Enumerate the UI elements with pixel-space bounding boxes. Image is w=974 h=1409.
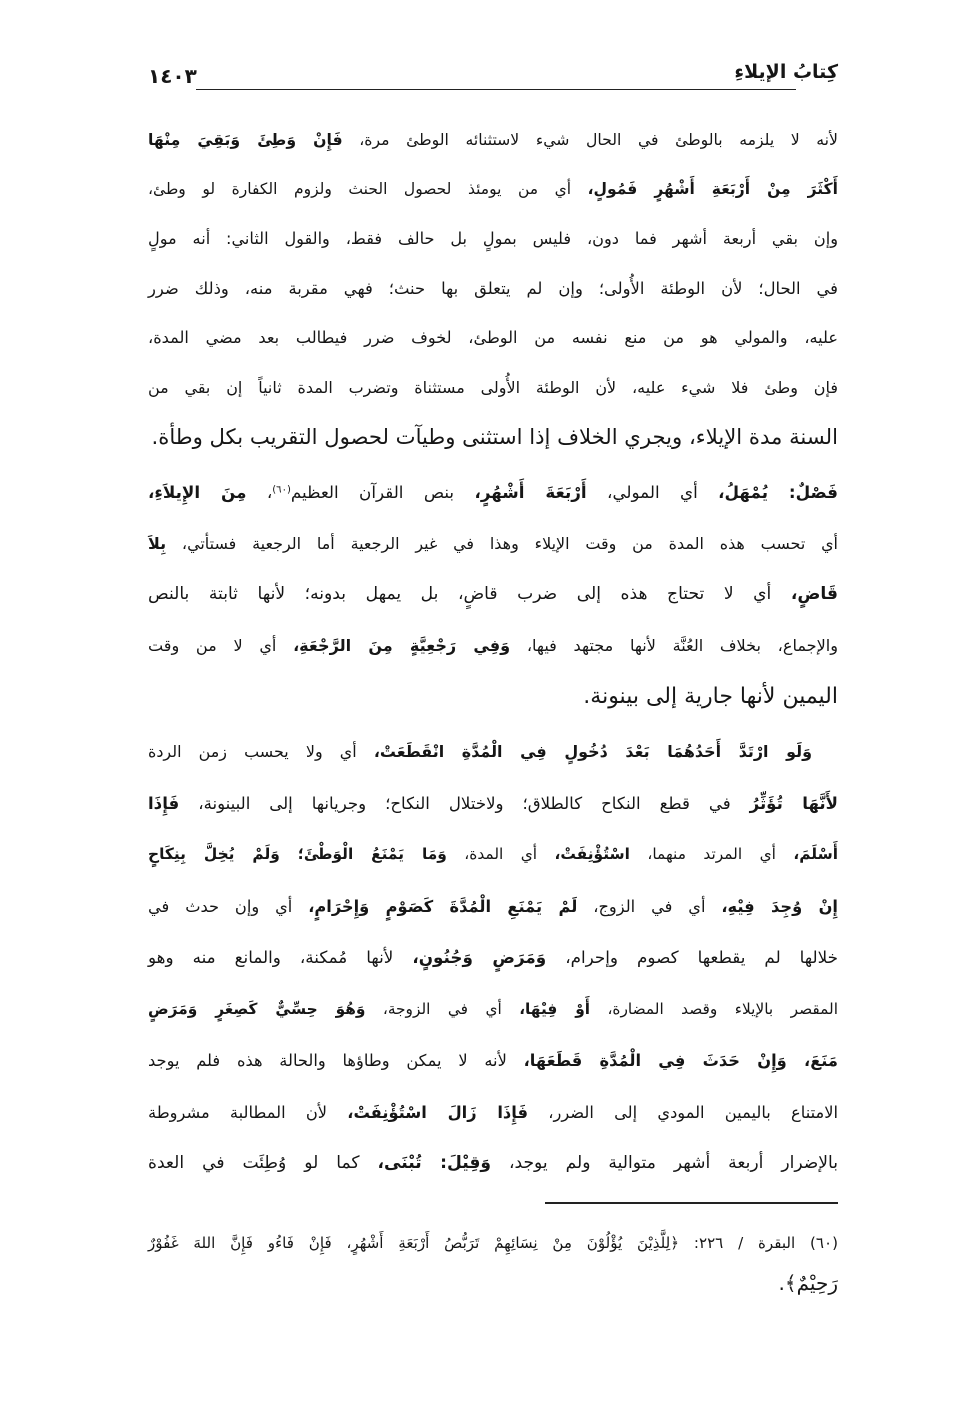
- line-content: [148, 378, 838, 397]
- line-content: [148, 180, 838, 198]
- line-content: [148, 584, 838, 604]
- commentary-text: (٦٠) البقرة / ٢٢٦: ﴿لِلَّذِيْنَ يُؤْلُوْنَ مِنْ نِسَائِهِمْ تَرَبُّصُ أَرْبَعَةِ أَشْهُرٍ، فَإِنْ فَاءُو فَإِنَّ اللهَ غَفُوْرٌ: [148, 1234, 838, 1252]
- commentary-text: والإجماع، بخلاف العُنَّة لأنها مجتهد فيها،: [510, 636, 838, 655]
- commentary-text: أي المولي،: [586, 482, 719, 502]
- footnote-separator: [545, 1202, 838, 1204]
- text-line: [148, 881, 838, 933]
- text-line: [148, 518, 838, 569]
- line-content: [148, 130, 838, 149]
- text-line: [148, 467, 838, 518]
- commentary-text: لأنه لا يمكن وطاؤها والحالة هذه فلم يوجد: [148, 1051, 524, 1070]
- body-paragraph: [148, 467, 838, 722]
- commentary-text: المقصر بالإيلاء وقصد المضارة،: [590, 999, 839, 1018]
- text-line: [148, 671, 838, 722]
- text-line: [148, 1263, 838, 1303]
- commentary-text: أي لا من وقت: [148, 636, 294, 655]
- commentary-text: أي المدة،: [446, 845, 555, 863]
- commentary-text: وإن بقي أربعة أشهر فما دون، فليس بمولٍ بل حالف فقط، والقول الثاني: أنه مولٍ: [148, 229, 838, 248]
- commentary-text: أي المرتد منهما،: [629, 845, 794, 863]
- line-content: [148, 1234, 838, 1252]
- matn-text: فَإِذَا: [148, 793, 180, 813]
- matn-text: وَمَا يَمْنَعُ الْوَطْئَ؛ وَلَمْ يُخِلَّ بِنِكَاحٍ: [148, 845, 447, 863]
- text-line: [148, 984, 838, 1036]
- commentary-text: أي في الزوج،: [577, 896, 722, 916]
- text-line: [148, 620, 838, 671]
- text-line: [148, 363, 838, 413]
- text-line: [148, 569, 838, 620]
- commentary-text: السنة مدة الإيلاء، ويجري الخلاف إذا استثنى وطيآت لحصول التقريب بكل وطأة.: [151, 424, 838, 449]
- line-content: [152, 424, 838, 449]
- text-line: [148, 726, 838, 778]
- footnote-marker: (٦٠): [272, 484, 291, 496]
- commentary-text: اليمين لأنها جارية إلى بينونة.: [583, 684, 838, 709]
- text-line: [148, 412, 838, 462]
- matn-text: أَرْبَعَةَ أَشْهُرٍ،: [474, 482, 587, 502]
- line-content: [583, 684, 838, 709]
- line-content: [148, 1000, 838, 1018]
- matn-text: إِنْ وُجِدَ فِيْهِ،: [721, 896, 838, 916]
- matn-text: أَوْ فِيْهَا،: [519, 999, 591, 1018]
- line-content: [148, 482, 838, 502]
- matn-text: مِنَ الإِيلاَءِ،: [148, 482, 247, 502]
- commentary-text: أي لا تحتاج هذه إلى ضرب قاضٍ، بل يمهل بدونه؛ لأنها ثابتة بالنص: [148, 584, 791, 604]
- commentary-text: الامتناع باليمين المودي إلى الضرر،: [528, 1102, 838, 1122]
- matn-text: أَسْلَمَ،: [793, 845, 838, 863]
- commentary-text: أي وإن حدث في: [148, 896, 309, 916]
- line-content: [148, 229, 838, 248]
- commentary-text: عليه، والمولي هو من منع نفسه من الوطئ، لخوف ضرر فيطالب بعد مضي المدة،: [148, 328, 838, 347]
- line-content: [148, 897, 838, 916]
- matn-text: وَهُوَ حِسِّيٌّ كَصِغَرٍ وَمَرَضٍ: [148, 999, 366, 1018]
- matn-text: فَصْلٌ: يُمْهَلُ،: [718, 482, 838, 502]
- line-content: [148, 279, 838, 298]
- matn-text: فَإِنْ وَطِئَ وَبَقِيَ مِنْهَا: [148, 130, 343, 149]
- commentary-text: ،: [246, 482, 273, 502]
- commentary-text: فإن وطئ فلا شيء عليه، لأن الوطئة الأُولى مستثناة وتضرب المدة ثانياً إن بقي من: [148, 377, 838, 397]
- text-line: [148, 932, 838, 984]
- matn-text: وَلَو ارْتَدَّ أَحَدُهُمَا بَعْدَ دُخُولٍ فِي الْمُدَّةِ انْقَطَعَتْ،: [373, 742, 812, 761]
- matn-text: وَمَرَضٍ وَجُنُونٍ،: [412, 947, 547, 967]
- line-content: [148, 328, 838, 347]
- matn-text: وَفِي رَجْعِيَّةٍ مِنَ الرَّجْعَةِ،: [293, 636, 511, 655]
- commentary-text: رَحِيْمٌ﴾.: [778, 1271, 838, 1295]
- body-paragraph: [148, 115, 838, 462]
- line-content: [148, 742, 812, 761]
- text-line: [148, 1087, 838, 1139]
- matn-text: بِلاَ: [148, 534, 167, 553]
- line-content: [148, 794, 838, 813]
- line-content: [148, 636, 838, 655]
- footnote: [148, 1223, 838, 1303]
- commentary-text: لأن المطالبة مشروطة: [148, 1102, 348, 1122]
- commentary-text: لأنها مُمكنة، والمانع منه وهو: [148, 947, 413, 967]
- text-line: [148, 165, 838, 215]
- commentary-text: بالإضرار أربعة أشهر متوالية ولم يوجد،: [491, 1153, 838, 1173]
- commentary-text: أي ولا يحسب زمن الردة: [148, 742, 374, 761]
- matn-text: فَإِذَا زَالَ اسْتُؤْنِفَتْ،: [347, 1102, 528, 1122]
- line-content: [148, 1051, 838, 1070]
- commentary-text: خلالها لم يقطعها كصوم وإحرام،: [546, 947, 838, 967]
- commentary-text: لأنه لا يلزمه بالوطئ في الحال شيء لاستثنائه الوطئ مرة،: [342, 130, 838, 149]
- matn-text: مَنَعَ، وَإِنْ حَدَثَ فِي الْمُدَّةِ قَطَعَهَا،: [523, 1051, 838, 1070]
- text-line: [148, 214, 838, 264]
- commentary-text: في الحال؛ لأن الوطئة الأُولى؛ وإن لم يتعلق بها حنث؛ فهي مقربة منه، وذلك ضرر: [148, 278, 838, 298]
- commentary-text: كما لو وُطِئَت في العدة: [148, 1153, 378, 1173]
- text-line: [148, 115, 838, 165]
- chapter-title: كِتابُ الإيلاءِ: [734, 61, 838, 83]
- matn-text: قَاضٍ،: [790, 584, 838, 604]
- line-content: [148, 845, 838, 863]
- matn-text: لَمْ يَمْنَعِ الْمُدَّةَ كَصَوْمٍ وَإِحْرَامٍ،: [308, 896, 578, 916]
- line-content: [148, 534, 838, 553]
- commentary-text: في قطع النكاح كالطلاق؛ ولاختلال النكاح؛ وجريانها إلى البينونة،: [179, 793, 750, 813]
- text-line: [148, 264, 838, 314]
- text-line: [148, 778, 838, 830]
- text-line: [148, 1035, 838, 1087]
- text-line: [148, 1223, 838, 1263]
- line-content: [148, 947, 838, 967]
- matn-text: اسْتُؤْنِفَتْ،: [554, 845, 630, 863]
- line-content: [148, 1103, 838, 1122]
- text-line: [148, 313, 838, 363]
- page-number: ١٤٠٣: [148, 64, 197, 88]
- matn-text: أَكْثَرَ مِنْ أَرْبَعَةِ أَشْهُرٍ فَمُولٍ،: [587, 179, 838, 198]
- matn-text: لأَنَّهَا تُؤَثِّرُ: [749, 793, 839, 813]
- line-content: [148, 1153, 838, 1173]
- commentary-text: بنص القرآن العظيم: [290, 482, 475, 502]
- commentary-text: أي تحسب هذه المدة من وقت الإيلاء وهذا في غير الرجعية أما الرجعية فستأتي،: [166, 534, 838, 553]
- line-content: [779, 1271, 838, 1295]
- body-paragraph: [148, 726, 838, 1190]
- text-line: [148, 1138, 838, 1190]
- text-line: [148, 829, 838, 881]
- commentary-text: أي في الزوجة،: [365, 999, 520, 1018]
- matn-text: وَقِيْلَ: تُبْنَى،: [377, 1153, 492, 1173]
- commentary-text: أي من يومئذ لحصول الحنث ولزوم الكفارة لو وطئ،: [148, 179, 588, 198]
